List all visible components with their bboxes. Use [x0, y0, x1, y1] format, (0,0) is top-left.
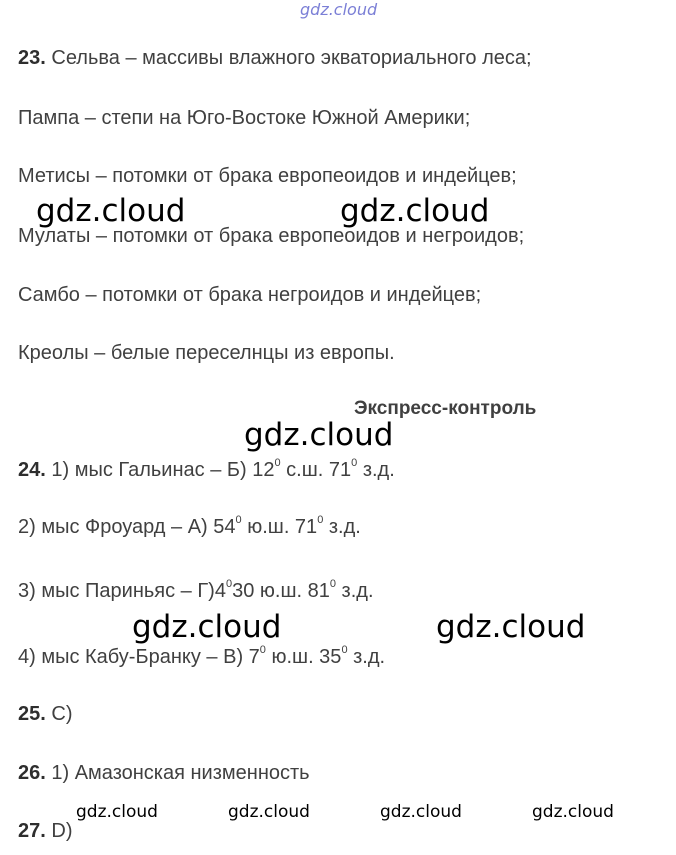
degree-mark: 0 — [341, 644, 348, 657]
item-mid: с.ш. 71 — [280, 459, 352, 481]
section-title-express-control: Экспресс-контроль — [354, 398, 537, 419]
watermark: gdz.cloud — [532, 802, 614, 822]
answer-text: С) — [45, 703, 73, 725]
answer-24-item-2 — [18, 515, 361, 539]
question-number-27: 27. — [18, 820, 46, 842]
answer-27 — [18, 819, 72, 843]
degree-mark: 0 — [235, 514, 242, 527]
degree-mark: 0 — [317, 514, 324, 527]
item-mid: 30 ю.ш. 81 — [232, 580, 330, 602]
watermark-top: gdz.cloud — [300, 0, 378, 19]
answer-24-item-4 — [18, 645, 385, 669]
watermark: gdz.cloud — [244, 417, 394, 453]
question-number-26: 26. — [18, 762, 46, 784]
item-suffix: з.д. — [357, 459, 395, 481]
item-suffix: з.д. — [323, 516, 361, 538]
watermark: gdz.cloud — [36, 193, 186, 229]
line-text: Сельва – массивы влажного экваториального леса; — [45, 47, 532, 69]
item-prefix: 4) мыс Кабу-Бранку – В) 7 — [18, 646, 260, 668]
line-23-selva — [18, 46, 532, 70]
answer-26 — [18, 761, 310, 785]
line-text: Пампа – степи на Юго-Востоке Южной Америки; — [18, 107, 471, 129]
degree-mark: 0 — [351, 457, 358, 470]
watermark: gdz.cloud — [340, 193, 490, 229]
answer-text: 1) Амазонская низменность — [45, 762, 310, 784]
question-number-25: 25. — [18, 703, 46, 725]
degree-mark: 0 — [274, 457, 281, 470]
line-metisy — [18, 164, 517, 188]
item-suffix: з.д. — [335, 580, 374, 602]
line-text: Метисы – потомки от брака европеоидов и индейцев; — [18, 165, 517, 187]
question-number-23: 23. — [18, 47, 46, 69]
line-kreoly — [18, 341, 395, 365]
degree-mark: 0 — [225, 578, 233, 591]
watermark: gdz.cloud — [76, 802, 158, 822]
degree-mark: 0 — [329, 578, 336, 591]
item-suffix: з.д. — [347, 646, 386, 668]
line-pampa — [18, 106, 470, 130]
line-text: Креолы – белые переселнцы из европы. — [18, 342, 395, 364]
question-number-24: 24. — [18, 459, 46, 481]
answer-24-item-1 — [18, 458, 395, 482]
item-prefix: 3) мыс Париньяс – Г)4 — [18, 580, 226, 602]
degree-mark: 0 — [259, 644, 266, 657]
answer-25 — [18, 702, 72, 726]
watermark: gdz.cloud — [436, 609, 586, 645]
answer-text: D) — [45, 820, 73, 842]
item-prefix: 2) мыс Фроуард – А) 54 — [18, 516, 236, 538]
watermark: gdz.cloud — [228, 802, 310, 822]
line-text: Самбо – потомки от брака негроидов и индейцев; — [18, 284, 482, 306]
watermark: gdz.cloud — [380, 802, 462, 822]
watermark: gdz.cloud — [132, 609, 282, 645]
item-mid: ю.ш. 71 — [241, 516, 318, 538]
answer-24-item-3 — [18, 579, 374, 603]
line-text: Мулаты – потомки от брака европеоидов и негроидов; — [18, 225, 525, 247]
line-sambo — [18, 283, 481, 307]
item-prefix: 1) мыс Гальинас – Б) 12 — [45, 459, 275, 481]
item-mid: ю.ш. 35 — [265, 646, 342, 668]
